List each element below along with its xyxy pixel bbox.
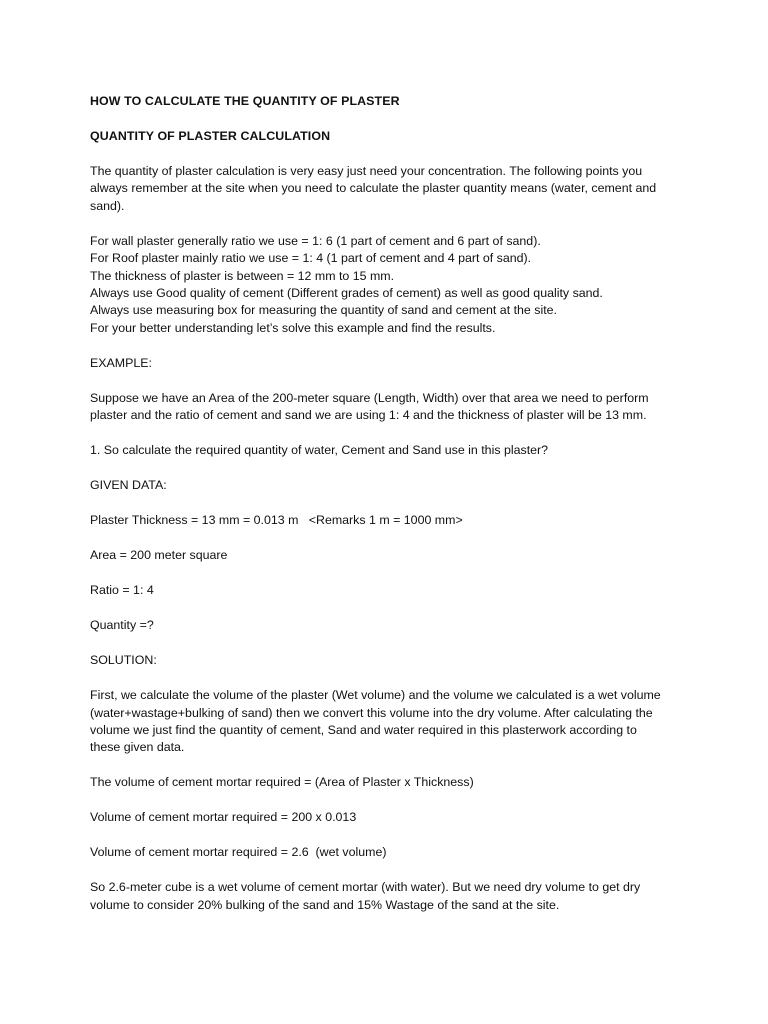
example-line: plaster and the ratio of cement and sand we are using 1: 4 and the thickness of plaster will be 13 mm. (90, 408, 647, 423)
formula-line: Volume of cement mortar required = 200 x 0.013 (90, 810, 357, 825)
closing-line: So 2.6-meter cube is a wet volume of cement mortar (with water). But we need dry volume to get dry (90, 880, 641, 895)
intro-line: always remember at the site when you need to calculate the plaster quantity means (water, cement and (90, 181, 657, 196)
formula-line: Volume of cement mortar required = 2.6 (wet volume) (90, 845, 387, 860)
point-item: Always use Good quality of cement (Different grades of cement) as well as good quality sand. (90, 286, 603, 301)
point-item: The thickness of plaster is between = 12 mm to 15 mm. (90, 268, 395, 283)
page-title: HOW TO CALCULATE THE QUANTITY OF PLASTER (90, 94, 400, 108)
example-paragraph (90, 390, 690, 425)
given-quantity: Quantity =? (90, 618, 154, 633)
solution-line: First, we calculate the volume of the plaster (Wet volume) and the volume we calculated is a wet volume (90, 688, 661, 703)
solution-line: these given data. (90, 740, 185, 755)
point-item: For Roof plaster mainly ratio we use = 1: 4 (1 part of cement and 4 part of sand). (90, 251, 532, 266)
question-text: 1. So calculate the required quantity of water, Cement and Sand use in this plaster? (90, 443, 549, 458)
document-body (90, 93, 690, 914)
point-item: For wall plaster generally ratio we use = 1: 6 (1 part of cement and 6 part of sand). (90, 233, 541, 248)
solution-label: SOLUTION: (90, 653, 157, 668)
intro-paragraph (90, 163, 690, 215)
example-label: EXAMPLE: (90, 355, 152, 370)
given-ratio: Ratio = 1: 4 (90, 583, 154, 598)
given-thickness: Plaster Thickness = 13 mm = 0.013 m <Remarks 1 m = 1000 mm> (90, 513, 463, 528)
given-area: Area = 200 meter square (90, 548, 228, 563)
points-list (90, 233, 690, 337)
point-item: For your better understanding let’s solve this example and find the results. (90, 320, 496, 335)
solution-line: (water+wastage+bulking of sand) then we convert this volume into the dry volume. After calculating the (90, 705, 653, 720)
intro-line: sand). (90, 198, 125, 213)
example-line: Suppose we have an Area of the 200-meter square (Length, Width) over that area we need to perform (90, 390, 649, 405)
formula-line: The volume of cement mortar required = (Area of Plaster x Thickness) (90, 775, 474, 790)
closing-paragraph (90, 879, 690, 914)
intro-line: The quantity of plaster calculation is very easy just need your concentration. The following points you (90, 164, 643, 178)
point-item: Always use measuring box for measuring the quantity of sand and cement at the site. (90, 303, 557, 318)
solution-line: volume we just find the quantity of cement, Sand and water required in this plasterwork according to (90, 723, 637, 738)
closing-line: volume to consider 20% bulking of the sand and 15% Wastage of the sand at the site. (90, 897, 560, 912)
section-heading: QUANTITY OF PLASTER CALCULATION (90, 129, 331, 143)
given-data-label: GIVEN DATA: (90, 478, 167, 493)
solution-paragraph (90, 687, 690, 757)
